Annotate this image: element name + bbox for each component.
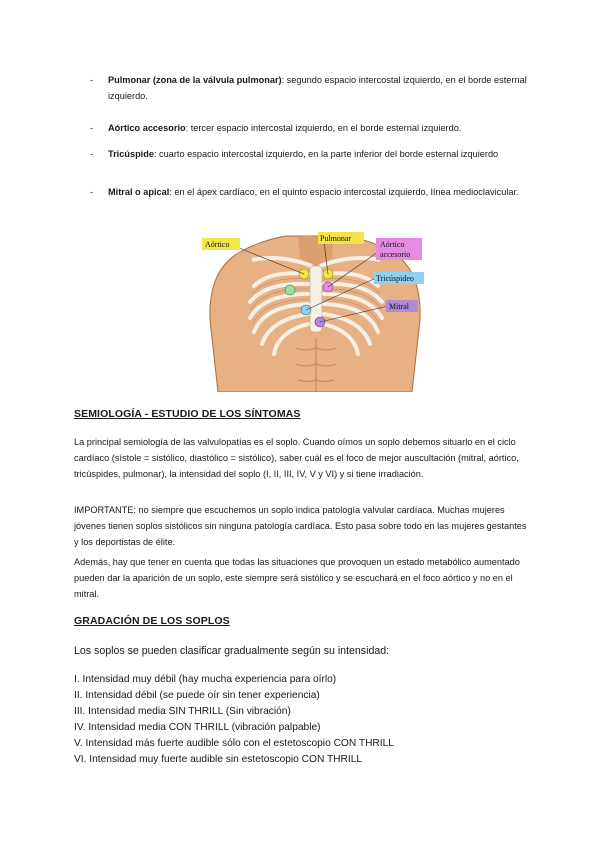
label-pulmonar: Pulmonar xyxy=(320,234,352,243)
bullet-text: : segundo espacio intercostal izquierdo, en el borde esternal izquierdo. xyxy=(108,75,527,101)
grade-item: V. Intensidad más fuerte audible sólo con el estetoscopio CON THRILL xyxy=(74,738,394,749)
gradacion-intro: Los soplos se pueden clasificar gradualmente según su intensidad: xyxy=(74,645,390,657)
label-aortico-accesorio: Aórtico xyxy=(380,240,405,249)
grade-item: IV. Intensidad media CON THRILL (vibración palpable) xyxy=(74,722,321,733)
bullet-term: Pulmonar (zona de la válvula pulmonar) xyxy=(108,75,282,85)
label-aortico-accesorio-line2: accesorio xyxy=(380,250,411,259)
label-tricuspideo: Tricúspideo xyxy=(376,274,414,283)
paragraph-ademas: Además, hay que tener en cuenta que todas las situaciones que provoquen un estado metabólico aumentado pueden dar la aparición de un soplo, este siempre será sistólico y se escuchará en el foco aórtico y no en el mitral. xyxy=(74,557,520,599)
bullet-term: Mitral o apical xyxy=(108,187,170,197)
bullet-term: Aórtico accesorio xyxy=(108,123,186,133)
label-aortico: Aórtico xyxy=(205,240,230,249)
paragraph-importante: IMPORTANTE: no siempre que escuchemos un soplo indica patología valvular cardíaca. Muchas mujeres jóvenes tienen soplos sistólicos sin ninguna patología cardíaca. Esto pasa sobre todo en las mujeres gestantes y los deportistas de élite. xyxy=(74,505,527,547)
grade-item: III. Intensidad media SIN THRILL (Sin vibración) xyxy=(74,706,291,717)
torso-illustration xyxy=(200,230,432,392)
bullet-term: Tricúspide xyxy=(108,149,154,159)
section-heading-gradacion: GRADACIÓN DE LOS SOPLOS xyxy=(74,615,230,627)
paragraph-semiologia-1: La principal semiología de las valvulopatías es el soplo. Cuando oímos un soplo debemos situarlo en el ciclo cardíaco (sístole = sistólico, diastólico = sistólico), saber cuál es el foco de mejor auscultación (mitral, aórtico, tricúspides, pulmonar), la intensidad del soplo (I, II, III, IV, V y VI) y si tiene irradiación. xyxy=(74,437,519,479)
grade-item: VI. Intensidad muy fuerte audible sin estetoscopio CON THRILL xyxy=(74,754,363,765)
bullet-text: : en el ápex cardíaco, en el quinto espacio intercostal izquierdo, línea medioclavicular. xyxy=(169,187,519,197)
chest-auscultation-figure xyxy=(200,230,432,392)
bullet-dash: - xyxy=(90,75,94,85)
label-mitral: Mitral xyxy=(389,302,409,311)
bullet-dash: - xyxy=(90,123,94,133)
grade-item: I. Intensidad muy débil (hay mucha experiencia para oírlo) xyxy=(74,674,337,685)
bullet-text: : tercer espacio intercostal izquierdo, en el borde esternal izquierdo. xyxy=(185,123,462,133)
bullet-text: : cuarto espacio intercostal izquierdo, en la parte inferior del borde esternal izquierdo xyxy=(153,149,499,159)
section-heading-semiologia: SEMIOLOGÍA - ESTUDIO DE LOS SÍNTOMAS xyxy=(74,408,301,420)
bullet-dash: - xyxy=(90,187,94,197)
grade-item: II. Intensidad débil (se puede oír sin tener experiencia) xyxy=(74,690,320,701)
bullet-dash: - xyxy=(90,149,94,159)
